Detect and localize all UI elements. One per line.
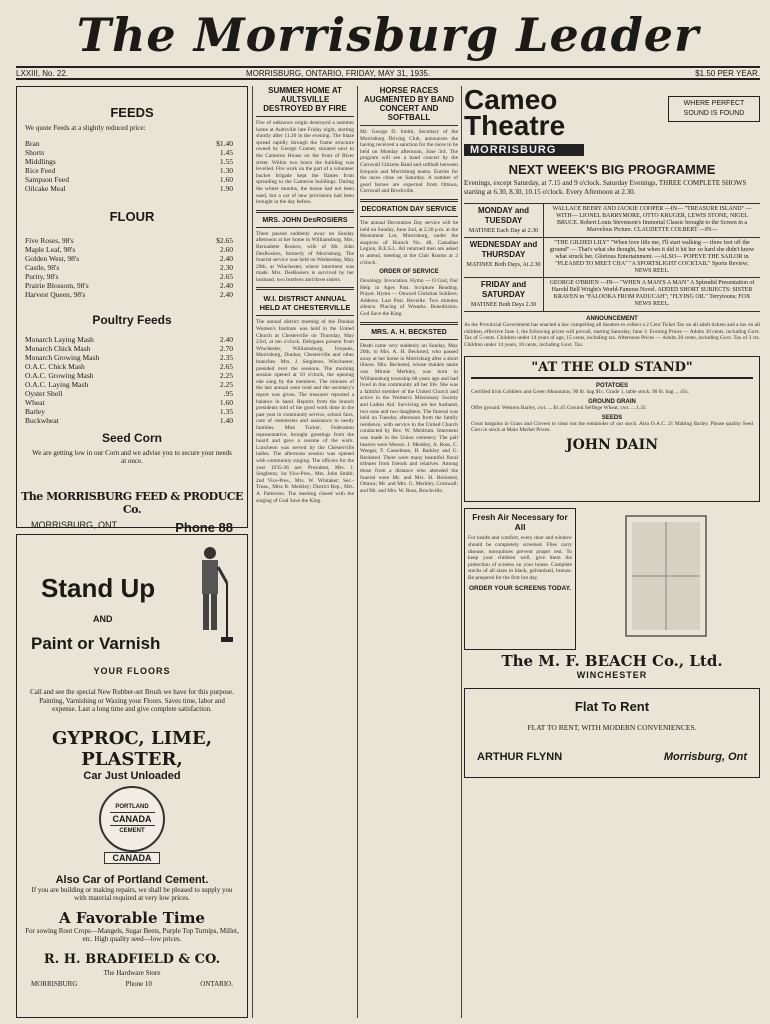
show-matinee: MATINEE Both Days, At 2.30	[466, 262, 541, 268]
flour-name: Castle, 98's	[25, 262, 60, 272]
bradfield-contact	[21, 980, 243, 989]
flour-title: FLOUR	[109, 208, 155, 224]
feed-name: Sampson Feed	[25, 174, 69, 184]
feed-name: Oilcake Meal	[25, 183, 66, 193]
feed-price: 1.30	[219, 165, 233, 175]
feed-name: Middlings	[25, 156, 56, 166]
flour-name: Harvest Queen, 98's	[25, 289, 86, 299]
flour-name: Golden West, 98's	[25, 253, 80, 263]
beach-ad-row	[464, 508, 760, 650]
show-description: WALLACE BEERY AND JACKIE COOPER —IN— "TREASURE ISLAND" —WITH— LIONEL BARRYMORE, OTTO KRUGER, LEWIS STONE, NIGEL BRUCE. Robert Louis Stevenson's Immortal Classic brought to the Screen in a Marvelous Picture. CLAUDETTE COLBERT —IN—	[552, 206, 752, 233]
gyproc-heading: GYPROC, LIME, PLASTER,	[52, 727, 212, 770]
fire-headline: SUMMER HOME AT AULTSVILLE DESTROYED BY FIRE	[263, 86, 347, 113]
flat-contact	[469, 751, 755, 763]
cement-logo-middle-text: CANADA	[110, 812, 155, 826]
canada-label: CANADA	[104, 852, 160, 864]
poultry-name: Wheat	[25, 397, 45, 407]
flour-row	[17, 254, 247, 263]
seed-corn-text: We are getting low in our Corn and we advise you to secure your needs at once.	[32, 448, 232, 465]
show-days-cell	[464, 204, 544, 237]
flour-name: Purity, 98's	[25, 271, 59, 281]
show-days-cell	[464, 278, 544, 311]
show-days: MONDAY and TUESDAY	[477, 206, 530, 225]
feeds-intro: We quote Feeds at a slightly reduced price:	[25, 124, 146, 132]
john-dain-name: JOHN DAIN	[565, 436, 659, 453]
cement-logo-top-text: PORTLAND	[115, 803, 149, 810]
flour-row	[17, 245, 247, 254]
becksted-article: Death came very suddenly on Sunday, May 26th, to Mrs. A. H. Becksted, who passed away at her home in Morrisburg after a short illness. Mrs. Becksted, whose maiden name was Minnie Merkley, was born in Williamsburg township 68 years ago and had lived in this community all her life. She was a faithful member of the United Church and active in the Women's Missionary Society and Ladies Aid. Surviving are her husband, two sons and two daughters. The funeral was held on Tuesday afternoon from the family residence, with service in the United Church conducted by Rev. W. Meldrum. Interment was made in the Union cemetery. The pall bearers were Messrs. J. Merkley, A. Ross, C. Weegar, F. Casselman, H. Barkley and G. Becksted. There were many beautiful floral tributes from friends and relatives. Among those from a distance who attended the funeral were Mr. and Mrs. H. Becksted, Ottawa; Mr. and Mrs. G. Merkley, Cornwall; and Mr. and Mrs. W. Ross, Brockville.	[360, 342, 458, 494]
screens-text: For health and comfort, every door and window should be completely screened. Flies carry disease, mosquitoes prevent proper rest. To keep your children well, give them the protection of screens on your house. Complete stocks of all sizes in black, galvanized, bronze. Be prepared for the first hot day.	[468, 535, 572, 581]
poultry-name: Barley	[25, 406, 45, 416]
feed-row	[17, 157, 247, 166]
flour-price: 2.65	[219, 271, 233, 281]
poultry-name: O.A.C. Laying Mash	[25, 379, 89, 389]
stand-up-heading: Stand Up	[41, 573, 156, 603]
paint-varnish-heading: Paint or Varnish	[31, 634, 161, 653]
feed-price: 1.90	[219, 183, 233, 193]
fire-article: Fire of unknown origin destroyed a summer home at Aultsville late Friday night, starting shortly after 11.30 in the evening. The blaze spread rapidly through the frame structure owned by George Cramer, situated next to the Cameron House on the front of River street. Within two hours the building was levelled. Fire work on the part of a volunteer bucket brigade kept the flames from spreading to the Cameron buildings. During the winter months, the house had not been used, but a car of new provisions had been brought in the day before.	[256, 120, 354, 206]
order-of-service-heading: ORDER OF SERVICE	[379, 269, 439, 276]
car-unloaded-text: Car Just Unloaded	[83, 769, 181, 782]
favorable-time-text: For sowing Root Crops—Mangels, Sugar Beets, Purple Top Turnips, Millet, etc. High quality seed—low prices.	[25, 926, 239, 943]
announcement-heading: ANNOUNCEMENT	[586, 316, 638, 322]
show-listing	[464, 203, 760, 237]
flat-to-rent-text: FLAT TO RENT, WITH MODERN CONVENIENCES.	[527, 723, 697, 733]
flour-row	[17, 263, 247, 272]
horse-races-headline: HORSE RACES AUGMENTED BY BAND CONCERT AND SOFTBALL	[363, 86, 455, 122]
poultry-name: Oyster Shell	[25, 388, 63, 398]
feed-price: 1.55	[219, 156, 233, 166]
feed-name: Bran	[25, 138, 40, 148]
poultry-price-list	[17, 335, 247, 425]
flat-owner-name: ARTHUR FLYNN	[477, 750, 563, 763]
feed-row	[17, 175, 247, 184]
desrosiers-article: There passed suddenly away on Sunday afternoon at her home in Williamsburg, Mrs. Bernadette Rosiers, wife of Mr. John DesRosiers, formerly of Morrisburg. The funeral service was held on Wednesday, May 29th, at Winchester, where interment was made. Mrs. DesRosiers is survived by her husband, two brothers and three sisters.	[256, 230, 354, 283]
flour-row	[17, 272, 247, 281]
show-listings	[464, 203, 760, 312]
announcement-text: As the Provincial Government has enacted a law compelling all theatres to collect a 2 Cent Ticket Tax on all adult tickets and a tax on all children, effective June 1, the following prices will prevail, starting Saturday, June 1: Evening Prices — Adults 30 cents, including Govt. Tax of 5 cents. Children under 14 years of age, 15 cents, including tax. Afternoon Prices — Adults 20 cents, including Govt. Tax of 3 cts. Children under 14 years, 10 cents, including Govt. Tax.	[464, 322, 760, 348]
hardware-store-text: The Hardware Store	[103, 968, 161, 977]
potatoes-heading: POTATOES	[595, 383, 628, 390]
poultry-row	[17, 380, 247, 389]
poultry-row	[17, 389, 247, 398]
your-floors-text: YOUR FLOORS	[93, 666, 171, 676]
poultry-name: Monarch Chick Mash	[25, 343, 91, 353]
flat-to-rent-ad	[464, 688, 760, 778]
seeds-heading: SEEDS	[601, 414, 623, 421]
sound-badge: WHERE PERFECT SOUND IS FOUND	[668, 96, 760, 122]
feed-row	[17, 166, 247, 175]
poultry-name: O.A.C. Growing Mash	[25, 370, 94, 380]
feed-ad	[16, 86, 248, 535]
poultry-price: 1.40	[219, 415, 233, 425]
feed-price: $1.40	[216, 138, 233, 148]
poultry-name: O.A.C. Chick Mash	[25, 361, 85, 371]
order-of-service-text: Doxology. Invocation. Hymn — O God, Our Help in Ages Past. Scripture Reading. Prayer. Hymn — Onward Christian Soldiers. Address. Last Post. Reveille. Two minutes silence. Placing of Wreaths. Benediction. God Save the King.	[360, 278, 458, 318]
cameo-header	[464, 86, 760, 144]
volume-number: LXXIII, No. 22.	[16, 69, 69, 78]
grain-heading: GROUND GRAIN	[588, 398, 636, 405]
dateline	[16, 66, 760, 80]
feed-company-town: MORRISBURG, ONT.	[31, 519, 119, 530]
cameo-town: MORRISBURG	[464, 144, 584, 156]
feed-and-hardware-column	[16, 86, 248, 1018]
poultry-row	[17, 362, 247, 371]
screen-illustration	[576, 508, 760, 650]
old-stand-ad	[464, 356, 760, 502]
potatoes-text: Certified Irish Cobblers and Green Mountains, 90 lb. bag $1c. Grade 1, table stock, 90 lb. bag ... 45c.	[471, 389, 690, 396]
feed-price: 1.45	[219, 147, 233, 157]
feed-row	[17, 139, 247, 148]
theatre-name: Theatre	[464, 110, 566, 141]
desrosiers-headline: MRS. JOHN DesROSIERS	[262, 216, 348, 224]
feed-name: Shorts	[25, 147, 45, 157]
cement-logo-bottom-text: CEMENT	[119, 827, 145, 834]
feed-company-contact	[17, 520, 247, 535]
flour-price: 2.40	[219, 289, 233, 299]
decoration-day-article: The annual Decoration Day service will be held on Sunday, June 2nd, at 2.30 p.m. at the Monument Lot, Morrisburg, under the auspices of Branch No. 48, Canadian Legion, B.E.S.L. All returned men are asked to attend, meeting at the Club Rooms at 2 o'clock.	[360, 219, 458, 266]
feed-price-list	[17, 139, 247, 193]
becksted-headline: MRS. A. H. BECKSTED	[371, 328, 447, 336]
decoration-day-headline: DECORATION DAY SERVICE	[361, 205, 457, 213]
screens-ad	[464, 508, 576, 650]
flour-price: 2.40	[219, 280, 233, 290]
show-days-cell	[464, 238, 544, 277]
poultry-name: Monarch Growing Mash	[25, 352, 100, 362]
bradfield-province: ONTARIO.	[200, 980, 233, 988]
flour-price: 2.60	[219, 244, 233, 254]
flour-price: 2.40	[219, 253, 233, 263]
hardware-ad	[16, 534, 248, 1018]
grain-text: Offer ground: Western Barley, cwt. ... $1.45 Ground Selflege Wheat, cwt. ... 1.35	[471, 404, 646, 411]
beach-town: WINCHESTER	[576, 670, 648, 681]
favorable-time-heading: A Favorable Time	[59, 908, 205, 927]
poultry-price: 1.60	[219, 397, 233, 407]
show-description: GEORGE O'BRIEN —IN— "WHEN A MAN'S A MAN" A Splendid Presentation of Harold Bell Wright's World-Famous Novel. ADDED SHORT SUBJECTS: SISTER KRAVEN in "FALOOKA FROM PADUCAH"; "FLYING OIL" Terrytoons; FOX NEWS REEL.	[549, 280, 755, 307]
portland-cement-text: If you are building or making repairs, we shall be pleased to supply you with material required at very low prices.	[31, 885, 233, 902]
wi-article: The annual district meeting of the Dundas Women's Institute was held in the United Church at Chesterville on Thursday, May 23rd, at ten o'clock. Delegates present from Winchester, Williamsburg, Iroquois, Morrisburg, Dunbar, Chesterville and other branches. Mrs. J. Singleton, Winchester, presided over the sessions. The morning session opened at 10 o'clock, the opening ode sung by the members. The minutes of the last annual were read and the secretary's report was given. The treasurer reported a balance in hand. Reports from the branch presidents told of the good work done in the past year in community service, school fairs, care of cemeteries and assistance to needy families. Miss Tucker, Federation representative, brought greetings from the board and gave a resume of the work. Luncheon was served by the Chesterville ladies. The afternoon session was opened with community singing. The officers for the year 1935-36 are: President, Mrs. J. Singleton; 1st Vice-Pres., Mrs. John Smith; 2nd Vice-Pres., Mrs. W. Whitaker; Sec.-Treas., Miss R. Merkley; District Rep., Mrs. A. Patterson. The meeting closed with the singing of God Save the King.	[256, 319, 354, 504]
brush-description: Call and see the special New Rubber-set Brush we have for this purpose. Painting, Varnishing or Waxing your Floors. Saves time, labor and expense. Last a long time and give complete satisfaction.	[30, 688, 234, 713]
newspaper-page	[16, 6, 760, 1018]
ads-column-4	[464, 86, 760, 1018]
news-column-3	[360, 86, 458, 1018]
poultry-row	[17, 371, 247, 380]
poultry-price: 2.25	[219, 370, 233, 380]
show-matinee: MATINEE Each Day at 2.30	[468, 228, 539, 234]
flour-name: Five Roses, 98's	[25, 235, 74, 245]
old-stand-title: "AT THE OLD STAND"	[471, 360, 753, 379]
poultry-row	[17, 416, 247, 425]
flour-name: Prairie Blossom, 98's	[25, 280, 89, 290]
flour-price-list	[17, 236, 247, 299]
poultry-price: 2.65	[219, 361, 233, 371]
show-days: FRIDAY and SATURDAY	[480, 280, 527, 299]
poultry-price: .95	[223, 388, 233, 398]
flat-to-rent-title: Flat To Rent	[574, 699, 650, 715]
flour-name: Maple Leaf, 98's	[25, 244, 76, 254]
poultry-row	[17, 344, 247, 353]
show-matinee: MATINEE Both Days 2.30	[470, 302, 537, 308]
poultry-row	[17, 407, 247, 416]
poultry-price: 1.35	[219, 406, 233, 416]
poultry-row	[17, 353, 247, 362]
wi-headline: W.I. DISTRICT ANNUAL HELD AT CHESTERVILLE	[259, 294, 351, 313]
portland-cement-heading: Also Car of Portland Cement.	[55, 873, 209, 886]
bradfield-name: R. H. BRADFIELD & CO.	[43, 951, 221, 967]
poultry-price: 2.35	[219, 352, 233, 362]
order-screens-text: ORDER YOUR SCREENS TODAY.	[468, 584, 572, 592]
flour-row	[17, 281, 247, 290]
flour-price: 2.30	[219, 262, 233, 272]
flour-price: $2.65	[216, 235, 233, 245]
feed-company-name: The MORRISBURG FEED & PRODUCE Co.	[21, 489, 243, 516]
poultry-price: 2.40	[219, 334, 233, 344]
feed-company-phone: Phone 88	[175, 519, 233, 535]
show-days: WEDNESDAY and THURSDAY	[469, 240, 538, 259]
poultry-price: 2.25	[219, 379, 233, 389]
poultry-row	[17, 398, 247, 407]
poultry-title: Poultry Feeds	[92, 312, 172, 327]
news-column-2	[256, 86, 354, 1018]
show-description: "THE GILDED LILY" "When love lifts me, I'll start walking — three feet off the ground" — That's what she thought, but when it did it hit her so hard she didn't know what struck her. Glorious Entertainment. —ALSO— POPEYE THE SAILOR in "PLEASED TO MEET CHA" "A SPORTSLIGHT COCKTAIL" Sports Review; NEWS REEL.	[549, 240, 755, 274]
issue-date: MORRISBURG, ONTARIO, FRIDAY, MAY 31, 1935.	[246, 69, 431, 78]
programme-heading: NEXT WEEK'S BIG PROGRAMME	[508, 162, 716, 177]
poultry-name: Monarch Laying Mash	[25, 334, 94, 344]
seeds-text: Great bargains in Grass and Clovers to clear out the remainder of our stock. Also O.A.C. 21 Malting Barley. Please quality Seed Corn in stock at Main Market Prices.	[471, 420, 753, 434]
show-times: Evenings, except Saturday, at 7.15 and 9 o'clock. Saturday Evenings, THREE COMPLETE SHOWS starting at 6.30, 8.30, 10.15 o'clock. Every Afternoon at 2.30.	[464, 179, 747, 196]
flour-row	[17, 290, 247, 299]
show-listing	[464, 277, 760, 311]
flat-town: Morrisburg, Ont	[663, 750, 747, 763]
masthead: The Morrisburg Leader	[76, 8, 700, 62]
feed-price: 1.60	[219, 174, 233, 184]
cameo-name: Cameo	[464, 86, 558, 115]
show-listing	[464, 237, 760, 277]
beach-company-name: The M. F. BEACH Co., Ltd.	[501, 652, 723, 671]
horse-races-article: Mr. George D. Smith, Secretary of the Morrisburg Driving Club, announces the having received a sanction for the races to be held on Monday afternoon, June 3rd. The program will see a band concert by the Cornwall Citizens Band and softball between Iroquois and Morrisburg teams. Entries for the races close on Saturday. A number of good horses are expected from Ottawa, Cornwall and Brockville.	[360, 129, 458, 195]
subscription-price: $1.50 PER YEAR.	[695, 69, 760, 78]
feed-name: Rice Feed	[25, 165, 56, 175]
bradfield-town: MORRISBURG	[31, 980, 78, 988]
feeds-title: FEEDS	[110, 105, 154, 120]
and-text: AND	[93, 614, 113, 624]
feed-row	[17, 184, 247, 193]
seed-corn-title: Seed Corn	[101, 430, 162, 445]
feed-row	[17, 148, 247, 157]
screen-door-icon	[576, 508, 756, 648]
painter-illustration-icon	[187, 543, 233, 643]
flour-row	[17, 236, 247, 245]
poultry-price: 2.70	[219, 343, 233, 353]
fresh-air-heading: Fresh Air Necessary for All	[472, 512, 568, 533]
bradfield-phone: Phone 10	[125, 980, 152, 988]
canada-cement-logo-icon	[99, 786, 165, 852]
poultry-row	[17, 335, 247, 344]
poultry-name: Buckwheat	[25, 415, 59, 425]
